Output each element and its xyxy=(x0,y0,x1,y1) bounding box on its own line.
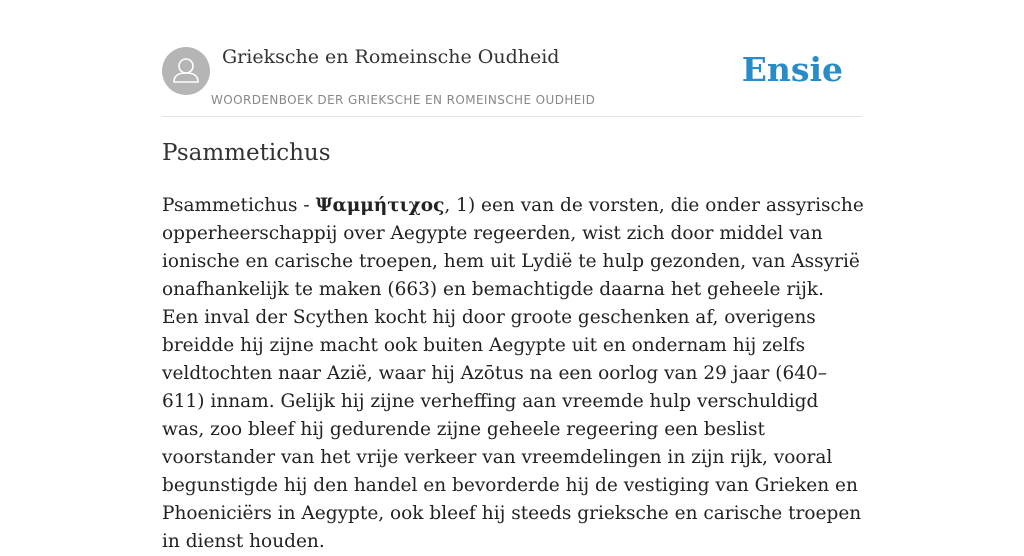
ensie-logo[interactable]: Ensie xyxy=(741,50,843,89)
entry-lemma: Psammetichus xyxy=(162,195,298,216)
page-title: Psammetichus xyxy=(162,140,331,166)
source-header xyxy=(162,46,862,117)
source-subtitle: WOORDENBOEK DER GRIEKSCHE EN ROMEINSCHE OUDHEID xyxy=(211,93,596,107)
source-title[interactable]: Grieksche en Romeinsche Oudheid xyxy=(222,46,560,68)
entry-body xyxy=(162,192,866,556)
entry-separator: - xyxy=(297,195,316,216)
entry-greek-name: Ψαμμήτιχος xyxy=(315,195,445,216)
user-icon xyxy=(162,47,210,95)
entry-text: , 1) een van de vorsten, die onder assyrische opperheerschappij over Aegypte regeerden, wist zich door middel van ionische en carische troepen, hem uit Lydië te hulp gezonden, van Assyrië onafhankelijk te maken (663) en bemachtigde daarna het geheele rijk. Een inval der Scythen kocht hij door groote geschenken af, overigens breidde hij zijne macht ook buiten Aegypte uit en ondernam hij zelfs veldtochten naar Azië, waar hij Azōtus na een oorlog van 29 jaar (640–611) innam. Gelijk hij zijne verheffing aan vreemde hulp verschuldigd was, zoo bleef hij gedurende zijne geheele regeering een beslist voorstander van het vrije verkeer van vreemdelingen in zijn rijk, vooral begunstigde hij den handel en bevorderde hij de vestiging van Grieken en Phoeniciërs in Aegypte, ook bleef hij steeds grieksche en carische troepen in dienst houden. xyxy=(162,195,864,552)
avatar[interactable] xyxy=(162,47,210,95)
